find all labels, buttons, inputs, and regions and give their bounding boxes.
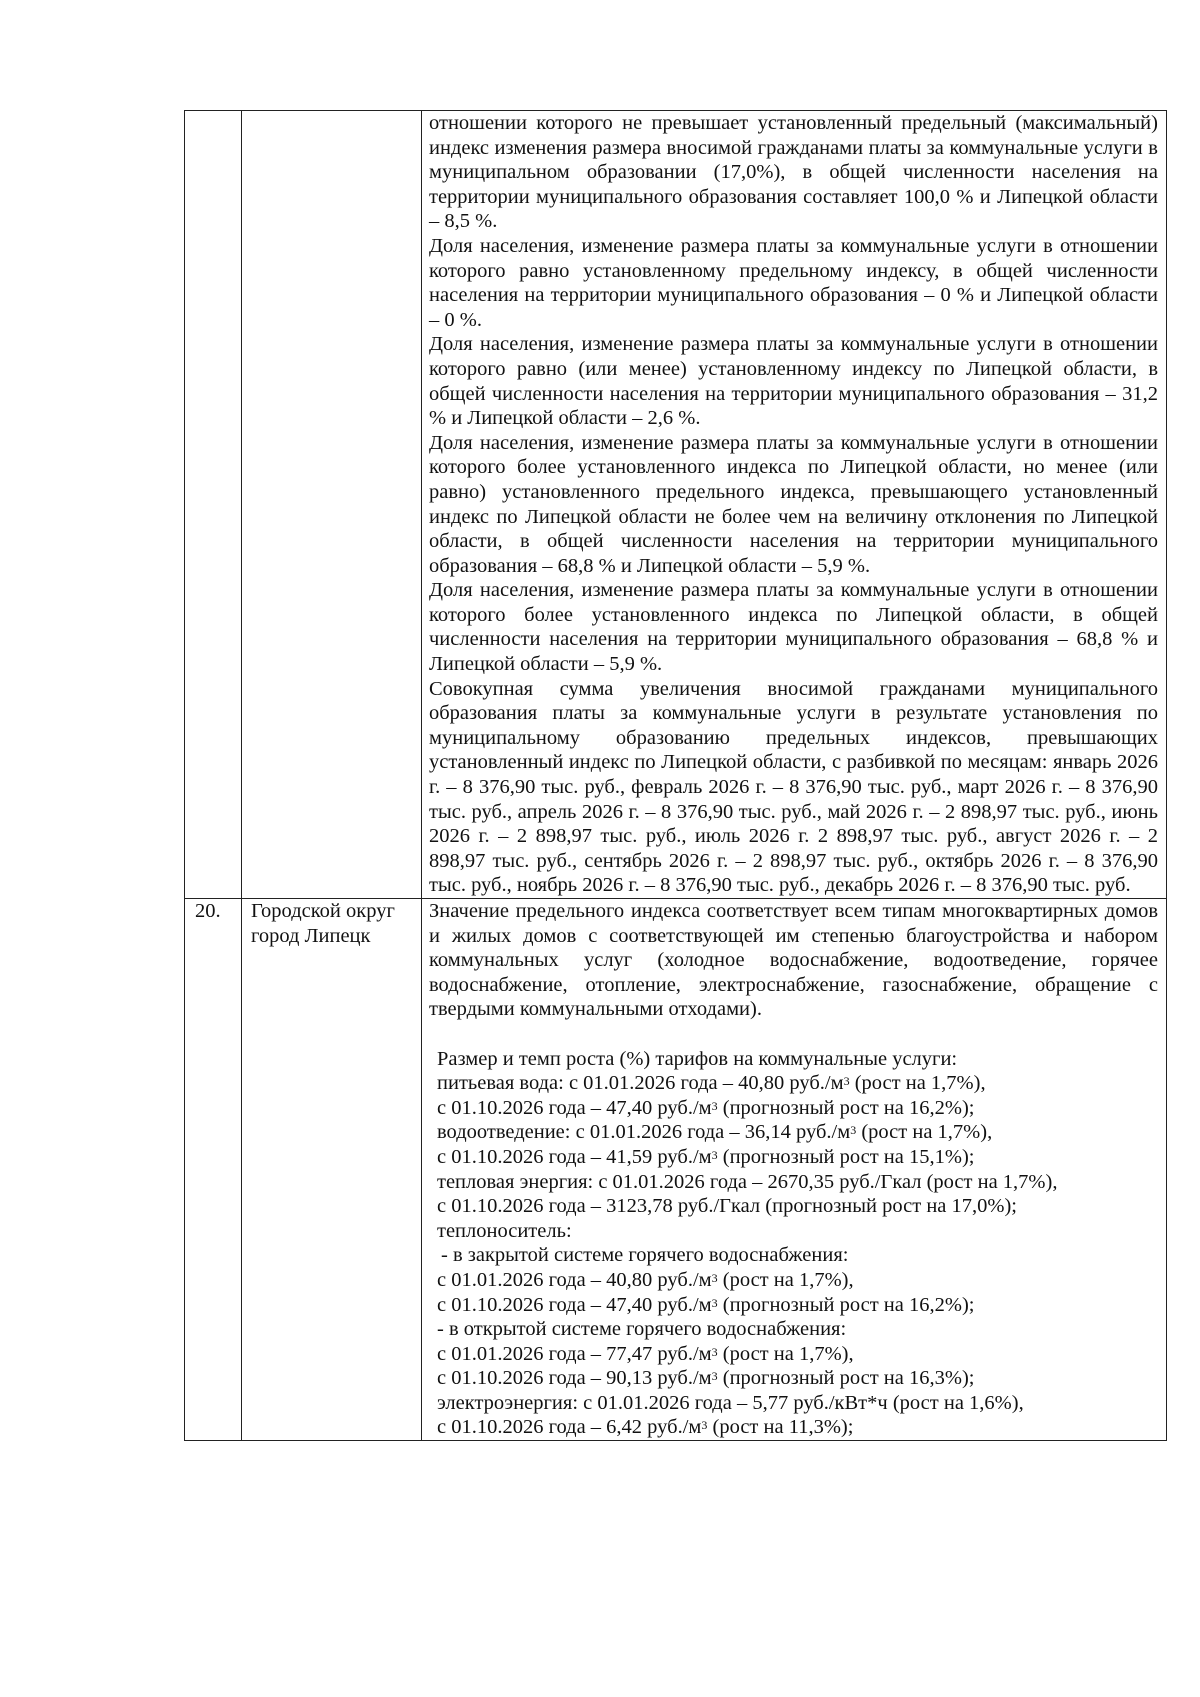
table-row-continued [185,111,1167,899]
cell-number [185,899,242,1441]
paragraph: Доля населения, изменение размера платы за коммунальные услуги в отношении которого более установленного индекса по Липецкой области, но менее (или равно) установленного предельного индекса, превышающего установленный индекс по Липецкой области не более чем на величину отклонения по Липецкой области, в общей численности населения на территории муниципального образования – 68,8 % и Липецкой области – 5,9 %. [429,431,1158,577]
tariff-line-text: (рост на 1,7%), [717,1268,854,1291]
cell-municipality-empty [242,111,422,899]
cell-description [422,899,1167,1441]
tariff-line-text: (рост на 11,3%); [707,1416,854,1439]
paragraph: Доля населения, изменение размера платы за коммунальные услуги в отношении которого равно установленному предельному индексу, в общей численности населения на территории муниципального образования – 0 % и Липецкой области – 0 %. [429,234,1158,331]
table-row-20 [185,899,1167,1441]
tariff-line-text: с 01.10.2026 года – 47,40 руб./м [437,1096,712,1119]
intro-paragraph: Значение предельного индекса соответствует всем типам многоквартирных домов и жилых домов с соответствующей им степенью благоустройства и набором коммунальных услуг (холодное водоснабжение, водоотведение, горячее водоснабжение, отопление, электроснабжение, газоснабжение, обращение с твердыми коммунальными отходами). [429,900,1158,1021]
municipality-name-line2: город Липецк [251,924,371,947]
tariff-line [429,1391,1158,1416]
superscript: 3 [850,1123,857,1138]
tariff-line-text: с 01.10.2026 года – 3123,78 руб./Гкал (прогнозный рост на 17,0%); [437,1195,1018,1218]
tariff-line-text: с 01.10.2026 года – 6,42 руб./м [437,1416,702,1439]
paragraph: отношении которого не превышает установленный предельный (максимальный) индекс изменения размера вносимой гражданами платы за коммунальные услуги в муниципальном образовании (17,0%), в общей численности населения на территории муниципального образования составляет 100,0 % и Липецкой области – 8,5 %. [429,112,1158,233]
tariff-line-text: с 01.10.2026 года – 47,40 руб./м [437,1293,712,1316]
indices-table [184,110,1167,1441]
tariffs-heading: Размер и темп роста (%) тарифов на коммунальные услуги: [437,1047,958,1070]
tariff-line [429,1268,1158,1293]
tariff-lines [429,1071,1158,1440]
cell-municipality [242,899,422,1441]
row-number: 20. [195,900,221,922]
tariff-line-text: тепловая энергия: с 01.01.2026 года – 2670,35 руб./Гкал (рост на 1,7%), [437,1170,1058,1193]
tariff-line [429,1366,1158,1391]
tariff-line [429,1096,1158,1121]
tariff-line-text: (рост на 1,7%), [849,1072,986,1095]
blank-line [429,1022,1158,1047]
superscript: 3 [711,1369,718,1384]
tariff-line [429,1219,1158,1244]
tariff-line-text: водоотведение: с 01.01.2026 года – 36,14 руб./м [437,1121,851,1144]
tariff-line [429,1317,1158,1342]
tariff-line-text: (рост на 1,7%), [717,1342,854,1365]
tariff-line [429,1415,1158,1440]
tariff-line-text: (прогнозный рост на 16,2%); [717,1293,975,1316]
cell-number-empty [185,111,242,899]
paragraph: Доля населения, изменение размера платы за коммунальные услуги в отношении которого более установленного индекса по Липецкой области, в общей численности населения на территории муниципального образования – 68,8 % и Липецкой области – 5,9 %. [429,579,1158,676]
superscript: 3 [843,1074,850,1089]
superscript: 3 [711,1098,718,1113]
tariff-line-text: (рост на 1,7%), [856,1121,993,1144]
cell-description [422,111,1167,899]
paragraph: Доля населения, изменение размера платы за коммунальные услуги в отношении которого равно (или менее) установленному индексу по Липецкой области, в общей численности населения на территории муниципального образования – 31,2 % и Липецкой области – 2,6 %. [429,333,1158,430]
tariff-line [429,1194,1158,1219]
tariff-line [429,1071,1158,1096]
paragraph: Совокупная сумма увеличения вносимой гражданами муниципального образования платы за коммунальные услуги в результате установления по муниципальному образованию предельных индексов, превышающих установленный индекс по Липецкой области, с разбивкой по месяцам: январь 2026 г. – 8 376,90 тыс. руб., февраль 2026 г. – 8 376,90 тыс. руб., март 2026 г. – 8 376,90 тыс. руб., апрель 2026 г. – 8 376,90 тыс. руб., май 2026 г. – 2 898,97 тыс. руб., июнь 2026 г. – 2 898,97 тыс. руб., июль 2026 г. 2 898,97 тыс. руб., август 2026 г. – 2 898,97 тыс. руб., сентябрь 2026 г. – 2 898,97 тыс. руб., октябрь 2026 г. – 8 376,90 тыс. руб., ноябрь 2026 г. – 8 376,90 тыс. руб., декабрь 2026 г. – 8 376,90 тыс. руб. [429,677,1158,897]
superscript: 3 [701,1418,708,1433]
tariff-line [429,1342,1158,1367]
superscript: 3 [711,1270,718,1285]
tariff-line-text: электроэнергия: с 01.01.2026 года – 5,77 руб./кВт*ч (рост на 1,6%), [437,1391,1024,1414]
municipality-name-line1: Городской округ [251,900,395,922]
tariff-line-text: (прогнозный рост на 16,2%); [717,1096,975,1119]
superscript: 3 [711,1295,718,1310]
tariff-line-text: с 01.10.2026 года – 90,13 руб./м [437,1367,712,1390]
tariff-line [429,1293,1158,1318]
tariff-line-text: (прогнозный рост на 15,1%); [717,1145,975,1168]
superscript: 3 [711,1344,718,1359]
tariff-line [429,1243,1158,1268]
superscript: 3 [711,1147,718,1162]
tariff-line [429,1170,1158,1195]
tariff-line-text: (прогнозный рост на 16,3%); [717,1367,975,1390]
tariff-line [429,1120,1158,1145]
tariff-line-text: - в открытой системе горячего водоснабжения: [437,1318,847,1341]
tariff-line-text: питьевая вода: с 01.01.2026 года – 40,80 руб./м [437,1072,844,1095]
tariff-line [429,1145,1158,1170]
tariff-line-text: с 01.01.2026 года – 40,80 руб./м [437,1268,712,1291]
tariff-line-text: с 01.10.2026 года – 41,59 руб./м [437,1145,712,1168]
tariff-line-text: теплоноситель: [437,1219,572,1242]
tariff-line-text: - в закрытой системе горячего водоснабжения: [441,1244,849,1267]
tariff-line-text: с 01.01.2026 года – 77,47 руб./м [437,1342,712,1365]
